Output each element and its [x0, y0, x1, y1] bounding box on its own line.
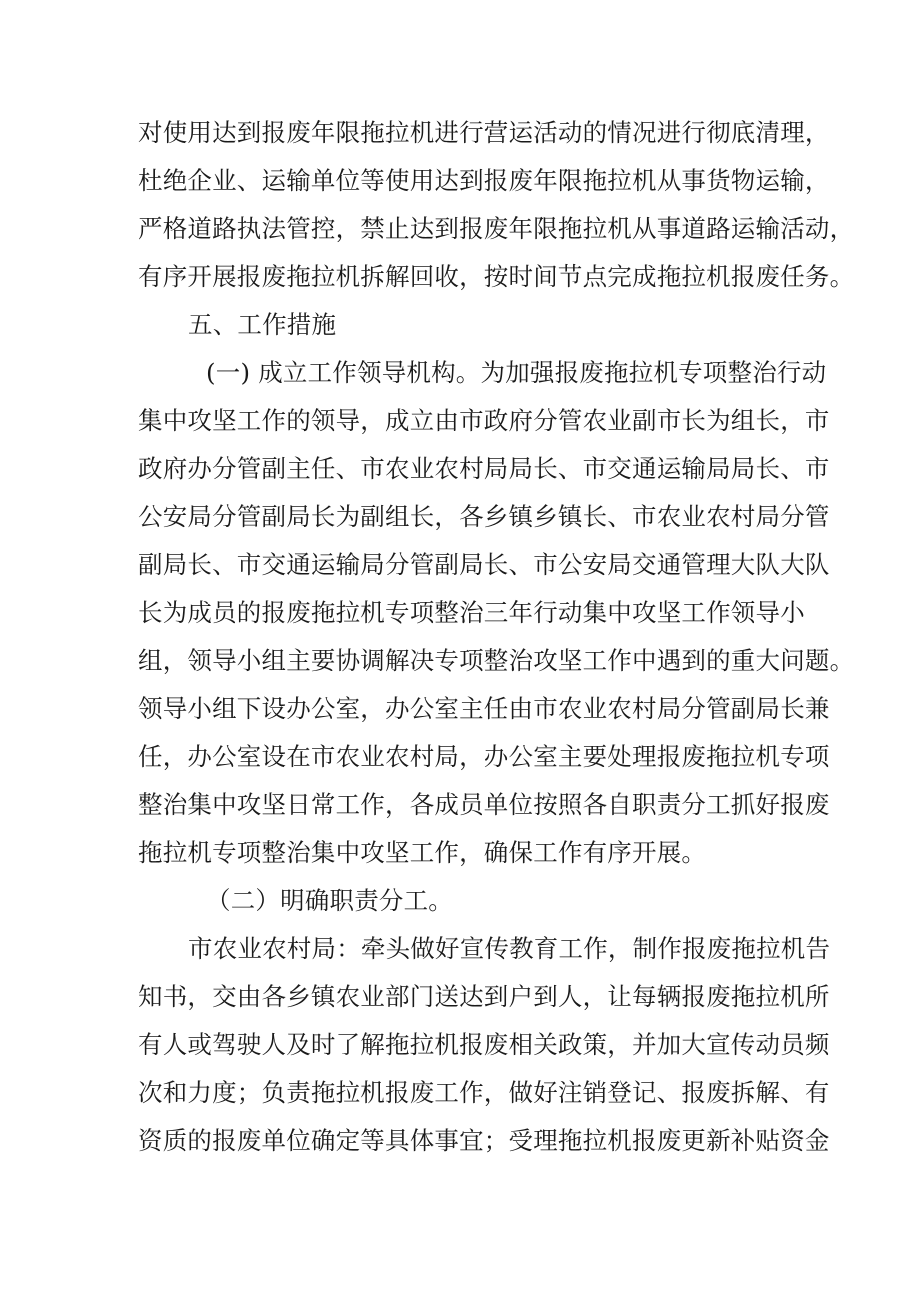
paragraph-line: 杜绝企业、运输单位等使用达到报废年限拖拉机从事货物运输，	[138, 166, 830, 195]
paragraph-line: 整治集中攻坚日常工作，各成员单位按照各自职责分工抓好报废	[138, 790, 830, 819]
paragraph-line: 集中攻坚工作的领导，成立由市政府分管农业副市长为组长，市	[138, 406, 830, 435]
paragraph-line: 有序开展报废拖拉机拆解回收，按时间节点完成拖拉机报废任务。	[138, 262, 855, 291]
paragraph-line: 严格道路执法管控，禁止达到报废年限拖拉机从事道路运输活动，	[138, 214, 855, 243]
paragraph-line: 拖拉机专项整治集中攻坚工作，确保工作有序开展。	[138, 838, 707, 867]
paragraph-line: 知书，交由各乡镇农业部门送达到户到人，让每辆报废拖拉机所	[138, 982, 830, 1011]
paragraph-line: 副局长、市交通运输局分管副局长、市公安局交通管理大队大队	[138, 550, 830, 579]
paragraph-line: 公安局分管副局长为副组长，各乡镇乡镇长、市农业农村局分管	[138, 502, 830, 531]
paragraph-line: 长为成员的报废拖拉机专项整治三年行动集中攻坚工作领导小	[138, 598, 805, 627]
paragraph-line: 组，领导小组主要协调解决专项整治攻坚工作中遇到的重大问题。	[138, 646, 855, 675]
paragraph-line: 市农业农村局：牵头做好宣传教育工作，制作报废拖拉机告	[188, 934, 831, 963]
subsection-heading: （二）明确职责分工。	[206, 886, 453, 915]
paragraph-line: 政府办分管副主任、市农业农村局局长、市交通运输局局长、市	[138, 454, 830, 483]
paragraph-line: 领导小组下设办公室，办公室主任由市农业农村局分管副局长兼	[138, 694, 830, 723]
paragraph-line: 对使用达到报废年限拖拉机进行营运活动的情况进行彻底清理，	[138, 118, 830, 147]
paragraph-line: 资质的报废单位确定等具体事宜；受理拖拉机报废更新补贴资金	[138, 1126, 830, 1155]
paragraph-line: 有人或驾驶人及时了解拖拉机报废相关政策，并加大宣传动员频	[138, 1030, 830, 1059]
subsection-heading: (一) 成立工作领导机构。为加强报废拖拉机专项整治行动	[206, 358, 827, 387]
section-heading: 五、工作措施	[188, 310, 337, 339]
paragraph-line: 任，办公室设在市农业农村局，办公室主要处理报废拖拉机专项	[138, 742, 830, 771]
paragraph-line: 次和力度；负责拖拉机报废工作，做好注销登记、报废拆解、有	[138, 1078, 830, 1107]
